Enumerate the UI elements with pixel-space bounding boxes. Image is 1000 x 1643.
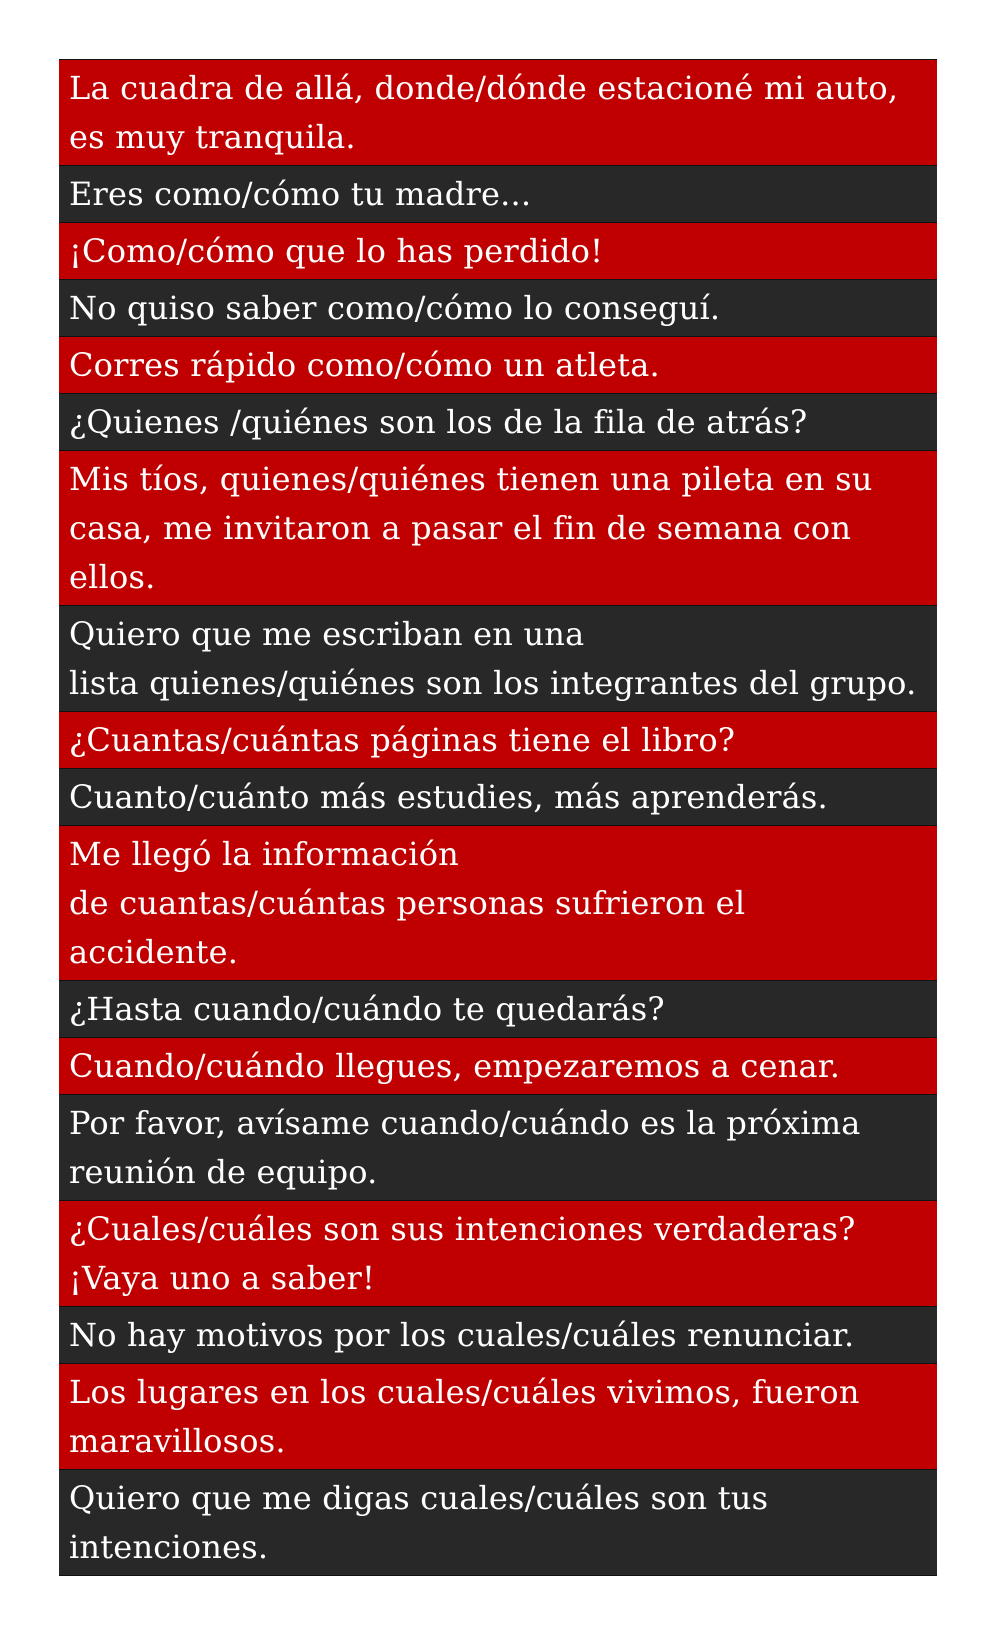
sentence-row — [59, 1363, 937, 1469]
sentence-line: ¿Quienes /quiénes son los de la fila de atrás? — [69, 403, 808, 441]
sentence-row — [59, 393, 937, 450]
sentence-line: Cuando/cuándo llegues, empezaremos a cenar. — [69, 1047, 841, 1085]
sentence-line: Quiero que me escriban en una — [69, 615, 585, 653]
sentence-line: lista quienes/quiénes son los integrantes del grupo. — [69, 664, 917, 702]
sentence-line: intenciones. — [69, 1528, 269, 1566]
sentence-line: Corres rápido como/cómo un atleta. — [69, 346, 660, 384]
sentence-row — [59, 165, 937, 222]
sentence-line: casa, me invitaron a pasar el fin de semana con — [69, 509, 852, 547]
sentence-line: de cuantas/cuántas personas sufrieron el — [69, 884, 746, 922]
sentence-row — [59, 1469, 937, 1575]
sentence-line: Por favor, avísame cuando/cuándo es la próxima — [69, 1104, 861, 1142]
sentence-line: maravillosos. — [69, 1422, 286, 1460]
sentence-line: La cuadra de allá, donde/dónde estacioné mi auto, — [69, 69, 899, 107]
sentence-line: Los lugares en los cuales/cuáles vivimos, fueron — [69, 1373, 860, 1411]
sentence-line: No quiso saber como/cómo lo conseguí. — [69, 289, 721, 327]
sentence-line: accidente. — [69, 933, 239, 971]
sentence-row — [59, 336, 937, 393]
sentence-row — [59, 605, 937, 711]
sentence-line: ¿Hasta cuando/cuándo te quedarás? — [69, 990, 665, 1028]
sentence-row — [59, 279, 937, 336]
sentence-line: ¡Como/cómo que lo has perdido! — [69, 232, 604, 270]
sentence-line: Quiero que me digas cuales/cuáles son tus — [69, 1479, 769, 1517]
sentence-line: ¿Cuantas/cuántas páginas tiene el libro? — [69, 721, 736, 759]
sentence-row — [59, 59, 937, 165]
sentence-line: ellos. — [69, 558, 156, 596]
sentence-line: Me llegó la información — [69, 835, 459, 873]
sentence-row — [59, 450, 937, 605]
sentence-line: es muy tranquila. — [69, 118, 356, 156]
sentence-row — [59, 1200, 937, 1306]
sentence-row — [59, 1094, 937, 1200]
sentence-line: ¡Vaya uno a saber! — [69, 1259, 376, 1297]
sentence-row — [59, 1037, 937, 1094]
sentence-row — [59, 222, 937, 279]
sentence-line: Cuanto/cuánto más estudies, más aprenderás. — [69, 778, 828, 816]
sentence-row — [59, 768, 937, 825]
sentence-line: ¿Cuales/cuáles son sus intenciones verdaderas? — [69, 1210, 856, 1248]
sentence-line: No hay motivos por los cuales/cuáles renunciar. — [69, 1316, 855, 1354]
sentence-row — [59, 980, 937, 1037]
exercise-table — [59, 59, 937, 1576]
sentence-row — [59, 825, 937, 980]
sentence-row — [59, 1306, 937, 1363]
sentence-row — [59, 711, 937, 768]
sentence-line: reunión de equipo. — [69, 1153, 378, 1191]
sentence-line: Eres como/cómo tu madre... — [69, 175, 532, 213]
sentence-line: Mis tíos, quienes/quiénes tienen una pileta en su — [69, 460, 873, 498]
